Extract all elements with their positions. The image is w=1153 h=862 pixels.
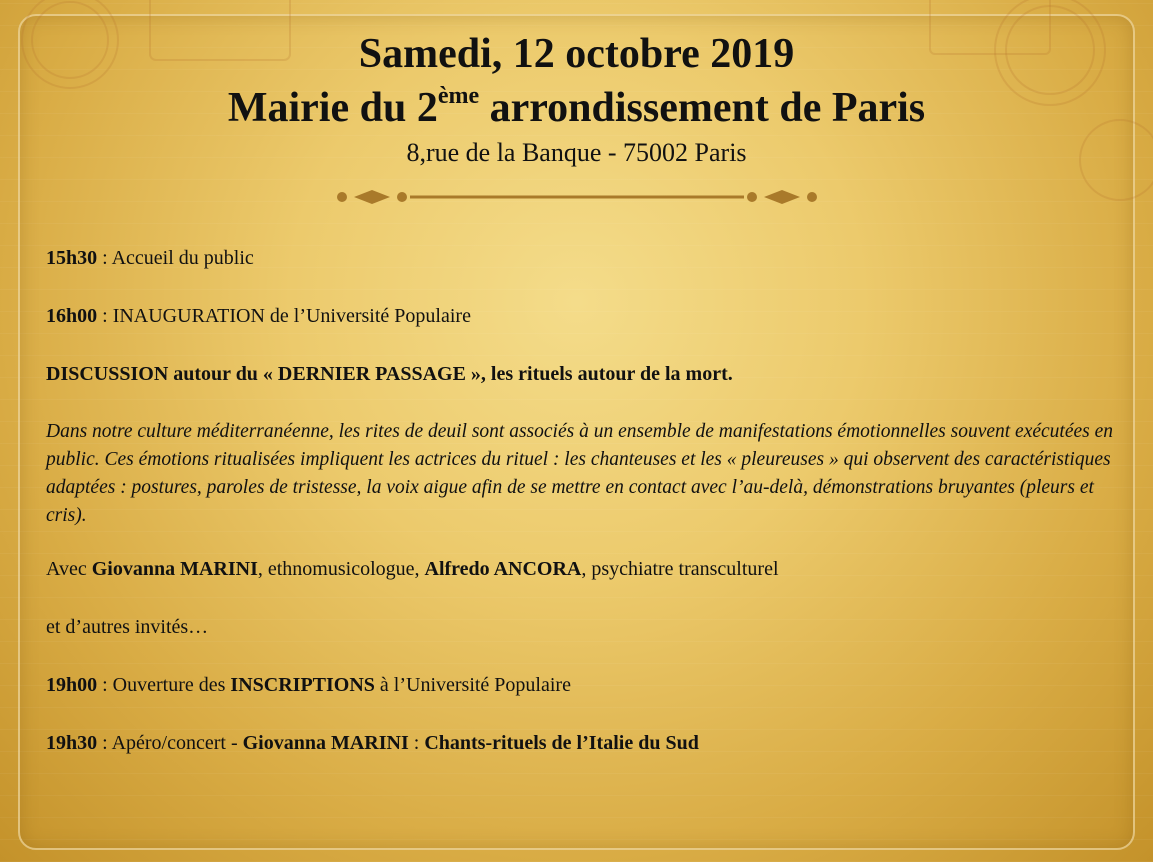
performer-name: Giovanna MARINI (242, 732, 409, 754)
schedule-item-registration (46, 671, 1126, 699)
separator: : (408, 732, 425, 754)
spacer (46, 641, 1126, 671)
discussion-text: DISCUSSION autour du « DERNIER PASSAGE », les rituels autour de la mort. (46, 363, 733, 385)
ornament-divider (330, 182, 824, 212)
venue-superscript: ème (437, 83, 480, 109)
discussion-description: Dans notre culture méditerranéenne, les rites de deuil sont associés à un ensemble de manifestations émotionnelles souvent exécutées en public. Ces émotions ritualisées impliquent les actrices du rituel : les chanteuses et les « pleureuses » qui observent des caractéristiques adaptées : postures, paroles de tristesse, la voix aigue afin de se mettre en contact avec l’au-delà, démonstrations bruyantes (pleurs et cris). (46, 421, 1114, 526)
schedule-item-inauguration (46, 302, 1126, 330)
item-text: Accueil du public (111, 247, 254, 269)
item-text: INAUGURATION de l’Université Populaire (112, 305, 471, 327)
spacer (46, 388, 1126, 418)
program-content (46, 244, 1126, 757)
guest-name-2: Alfredo ANCORA (424, 558, 582, 580)
item-text: à l’Université Populaire (374, 674, 571, 696)
separator: : (97, 305, 113, 327)
time-label: 19h30 (46, 732, 98, 754)
item-text: : Apéro/concert - (97, 732, 243, 754)
time-label: 16h00 (46, 305, 98, 327)
spacer (46, 583, 1126, 613)
schedule-item-concert (46, 729, 1126, 757)
time-label: 15h30 (46, 247, 98, 269)
guest-role-2: , psychiatre transculturel (581, 558, 779, 580)
separator: : (97, 247, 112, 269)
event-venue (0, 80, 1153, 136)
event-date: Samedi, 12 octobre 2019 (358, 31, 795, 77)
spacer (46, 272, 1126, 302)
guests-line (46, 555, 1126, 583)
guest-role-1: , ethnomusicologue, (257, 558, 425, 580)
discussion-title (46, 360, 1126, 388)
event-header (0, 28, 1153, 170)
guests-prefix: Avec (46, 558, 92, 580)
guest-name-1: Giovanna MARINI (91, 558, 258, 580)
venue-suffix: arrondissement de Paris (479, 85, 926, 131)
spacer (46, 699, 1126, 729)
item-text: : Ouverture des (97, 674, 231, 696)
time-label: 19h00 (46, 674, 98, 696)
event-address: 8,rue de la Banque - 75002 Paris (406, 138, 747, 167)
venue-prefix: Mairie du 2 (227, 85, 438, 131)
registration-label: INSCRIPTIONS (230, 674, 375, 696)
schedule-item-welcome (46, 244, 1126, 272)
spacer (46, 530, 1126, 555)
other-guests: et d’autres invités… (46, 616, 209, 638)
spacer (46, 330, 1126, 360)
concert-title: Chants-rituels de l’Italie du Sud (424, 732, 699, 754)
